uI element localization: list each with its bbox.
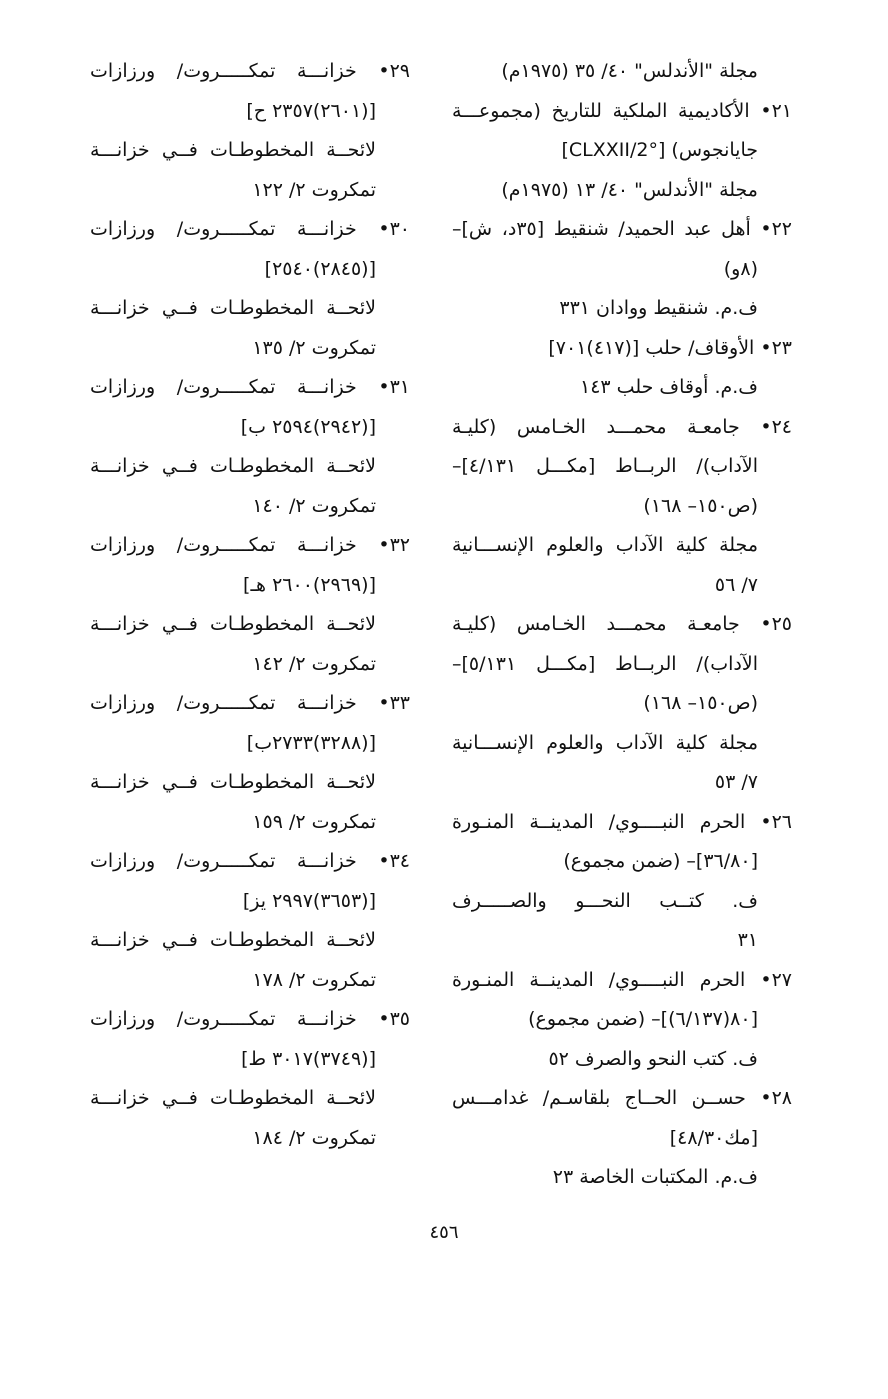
entry-line: ٧/ ٥٦ xyxy=(714,573,758,596)
entry-line: الآداب)/ الربــاط [مكـــل ٤/١٣١]– xyxy=(452,455,758,477)
entry-line: [٨٠(٦/١٣٧)]– (ضمن مجموع) xyxy=(528,1008,758,1030)
catalog-entry xyxy=(452,967,792,1072)
catalog-entry xyxy=(90,848,410,993)
entry-heading-line: ٣٢• خزانـــة تمكـــــروت/ ورزازات xyxy=(90,534,410,556)
entry-line: تمكروت ٢/ ١٤٠ xyxy=(252,494,376,517)
entry-line: مجلة كلية الآداب والعلوم الإنســـانية xyxy=(452,731,758,754)
catalog-entry xyxy=(90,58,410,203)
catalog-entry xyxy=(90,532,410,677)
entry-line: ٧/ ٥٣ xyxy=(714,771,758,793)
entry-line: ف. كتب النحو والصرف ٥٢ xyxy=(548,1047,758,1070)
entry-line: (٨و) xyxy=(723,257,758,280)
catalog-entry xyxy=(90,374,410,519)
entry-line: تمكروت ٢/ ١٤٢ xyxy=(252,652,376,675)
entry-heading-line: ٢٣• الأوقاف/ حلب [(٤١٧)٧٠١] xyxy=(548,336,792,359)
entry-heading-line: مجلة "الأندلس" ٤٠/ ٣٥ (١٩٧٥م) xyxy=(501,60,758,82)
entry-line: [(٢٦٠١)٢٣٥٧ ح] xyxy=(246,99,376,122)
entry-line: الآداب)/ الربــاط [مكـــل ٥/١٣١]– xyxy=(452,652,758,675)
catalog-entry xyxy=(452,809,792,954)
entry-line: ف.م. المكتبات الخاصة ٢٣ xyxy=(552,1166,758,1188)
right-column xyxy=(452,58,792,1204)
catalog-entry xyxy=(452,58,792,84)
entry-line: [(٢٩٦٩)٢٦٠٠ هـ] xyxy=(243,573,376,596)
catalog-entry xyxy=(90,1006,410,1151)
entry-line: [(٢٩٤٢)٢٥٩٤ ب] xyxy=(240,415,376,438)
catalog-entry xyxy=(452,611,792,795)
entry-line: لائحــة المخطوطـات فــي خزانـــة xyxy=(90,297,376,319)
entry-heading-line: ٢٦• الحرم النبــــوي/ المدينــة المنـورة xyxy=(452,810,792,833)
entry-heading-line: ٣٤• خزانـــة تمكـــــروت/ ورزازات xyxy=(90,850,410,872)
catalog-entry xyxy=(90,216,410,361)
entry-line: جايانجوس) [CLXXII/2°] xyxy=(561,139,758,161)
entry-line: لائحــة المخطوطـات فــي خزانـــة xyxy=(90,613,376,635)
entry-line: تمكروت ٢/ ١٧٨ xyxy=(252,968,376,991)
entry-line: لائحــة المخطوطـات فــي خزانـــة xyxy=(90,929,376,951)
entry-line: [(٣٧٤٩)٣٠١٧ ط] xyxy=(241,1047,376,1070)
entry-line: تمكروت ٢/ ١٣٥ xyxy=(252,336,376,359)
entry-line: لائحــة المخطوطـات فــي خزانـــة xyxy=(90,771,376,793)
catalog-entry xyxy=(452,216,792,321)
entry-heading-line: ٢٧• الحرم النبــــوي/ المدينــة المنـورة xyxy=(452,968,792,991)
entry-line: [(٣٦٥٣)٢٩٩٧ يز] xyxy=(242,889,376,912)
entry-line: ف.م. أوقاف حلب ١٤٣ xyxy=(580,376,758,398)
entry-line: ف. كتــب النحـــو والصـــــرف xyxy=(452,889,758,912)
entry-line: مجلة كلية الآداب والعلوم الإنســـانية xyxy=(452,534,758,556)
entry-line: [٣٦/٨٠]– (ضمن مجموع) xyxy=(563,850,758,872)
entry-line: مجلة "الأندلس" ٤٠/ ١٣ (١٩٧٥م) xyxy=(501,178,758,201)
entry-heading-line: ٢٤• جامعـة محمـــد الخـامس (كليـة xyxy=(452,415,792,438)
catalog-entry xyxy=(452,414,792,598)
entry-heading-line: ٢١• الأكاديمية الملكية للتاريخ (مجموعـــة xyxy=(452,99,792,122)
entry-heading-line: ٢٩• خزانـــة تمكـــــروت/ ورزازات xyxy=(90,60,410,82)
entry-line: تمكروت ٢/ ١٨٤ xyxy=(252,1126,376,1149)
entry-line: (ص١٥٠– ١٦٨) xyxy=(643,494,758,517)
entry-heading-line: ٢٥• جامعـة محمـــد الخـامس (كليـة xyxy=(452,613,792,635)
entry-line: ف.م. شنقيط ووادان ٣٣١ xyxy=(559,297,758,319)
entry-line: لائحــة المخطوطـات فــي خزانـــة xyxy=(90,455,376,477)
entry-line: (ص١٥٠– ١٦٨) xyxy=(643,692,758,714)
catalog-entry xyxy=(452,98,792,203)
entry-line: لائحــة المخطوطـات فــي خزانـــة xyxy=(90,1087,376,1109)
entry-line: لائحــة المخطوطـات فــي خزانـــة xyxy=(90,139,376,161)
catalog-entry xyxy=(90,690,410,835)
entry-line: تمكروت ٢/ ١٢٢ xyxy=(252,178,376,201)
entry-line: [(٢٨٤٥)٢٥٤٠] xyxy=(264,257,376,280)
page-number: ٤٥٦ xyxy=(429,1222,459,1243)
entry-heading-line: ٣٥• خزانـــة تمكـــــروت/ ورزازات xyxy=(90,1008,410,1030)
entry-line: تمكروت ٢/ ١٥٩ xyxy=(252,810,376,833)
entry-heading-line: ٢٨• حســن الحــاج بلقاسـم/ غدامـــس xyxy=(452,1087,792,1109)
catalog-entry xyxy=(452,335,792,401)
entry-line: [مك٤٨/٣٠] xyxy=(669,1126,758,1149)
catalog-entry xyxy=(452,1085,792,1190)
entry-heading-line: ٢٢• أهل عبد الحميد/ شنقيط [٣٥د، ش]– xyxy=(452,218,792,240)
entry-heading-line: ٣١• خزانـــة تمكـــــروت/ ورزازات xyxy=(90,376,410,398)
entry-heading-line: ٣٠• خزانـــة تمكـــــروت/ ورزازات xyxy=(90,218,410,240)
left-column xyxy=(90,58,410,1164)
entry-heading-line: ٣٣• خزانـــة تمكـــــروت/ ورزازات xyxy=(90,692,410,714)
entry-line: ٣١ xyxy=(737,929,758,951)
entry-line: [(٣٢٨٨)٢٧٣٣ب] xyxy=(246,731,376,754)
